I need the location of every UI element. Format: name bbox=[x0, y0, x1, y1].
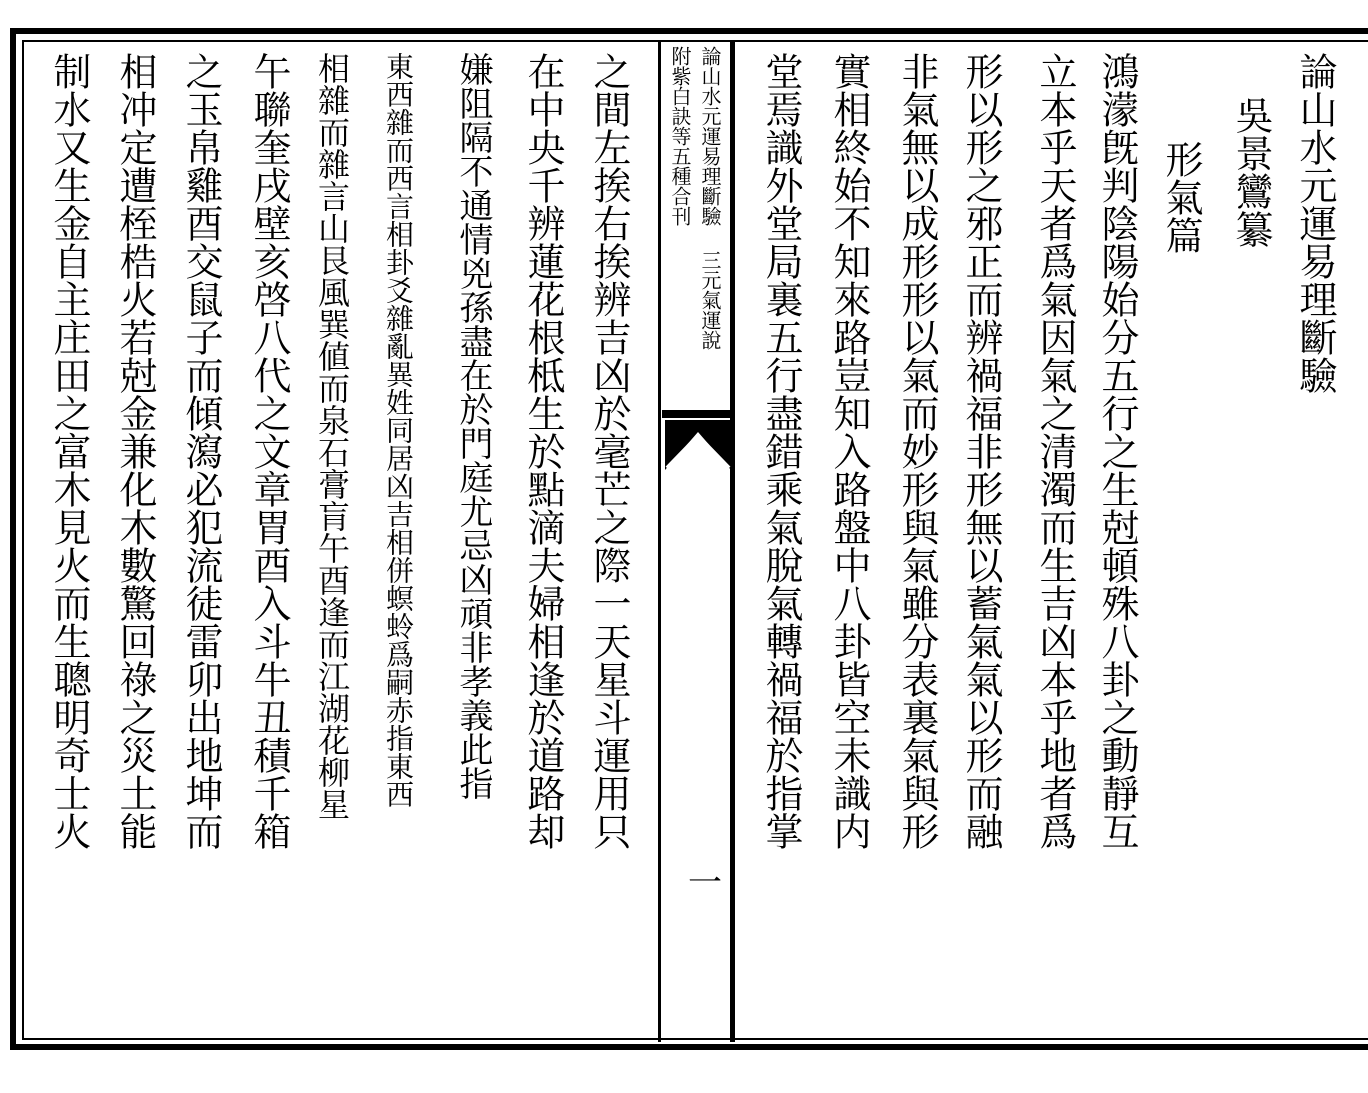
book-title bbox=[1292, 52, 1338, 394]
column-text: 在中央千辨蓮花根柢生於點滴夫婦相逢於道路却 bbox=[521, 52, 565, 850]
column-text: 之間左挨右挨辨吉凶於毫芒之際一天星斗運用只 bbox=[587, 52, 631, 850]
fish-tail-mark bbox=[662, 410, 730, 418]
column-text: 非氣無以成形形以氣而妙形與氣雖分表裏氣與形 bbox=[895, 52, 939, 850]
text-column bbox=[47, 52, 91, 850]
center-divider-left bbox=[658, 40, 661, 1042]
section-title bbox=[1159, 140, 1203, 254]
section-title-text: 形氣篇 bbox=[1159, 140, 1203, 254]
column-text: 相冲定遭桎梏火若尅金兼化木數驚回祿之災土能 bbox=[113, 52, 157, 850]
author-line bbox=[1229, 96, 1273, 248]
text-column bbox=[759, 52, 803, 850]
column-text: 實相終始不知來路豈知入路盤中八卦皆空未識内 bbox=[827, 52, 871, 850]
text-column bbox=[113, 52, 157, 850]
fish-tail-icon bbox=[665, 420, 731, 470]
text-column bbox=[247, 52, 291, 850]
column-text: 東西雜而西言相卦爻雜亂異姓同居凶吉相併螟蛉爲嗣赤指東西 bbox=[382, 52, 415, 808]
column-text: 相雜而雜言山艮風巽値而泉石膏肓午酉逢而江湖花柳星 bbox=[313, 52, 351, 820]
page-number bbox=[688, 863, 722, 903]
column-text: 堂焉識外堂局裏五行盡錯乘氣脫氣轉禍福於指掌 bbox=[759, 52, 803, 850]
center-title-text: 論山水元運易理斷驗 三元氣運說 bbox=[698, 46, 722, 350]
text-column bbox=[313, 52, 351, 820]
book-title-text: 論山水元運易理斷驗 bbox=[1293, 52, 1337, 394]
column-text: 形以形之邪正而辨禍福非形無以蓄氣氣以形而融 bbox=[959, 52, 1003, 850]
text-column bbox=[895, 52, 939, 850]
text-column bbox=[959, 52, 1003, 850]
text-column bbox=[382, 52, 415, 808]
center-divider-right bbox=[730, 40, 735, 1042]
column-text: 鴻濛旣判陰陽始分五行之生尅頓殊八卦之動靜互 bbox=[1095, 52, 1139, 850]
text-column bbox=[827, 52, 871, 850]
text-column bbox=[1033, 52, 1077, 850]
author-text: 吳景鸞纂 bbox=[1229, 96, 1273, 248]
column-text: 午聯奎戌壁亥啓八代之文章胃酉入斗牛丑積千箱 bbox=[247, 52, 291, 850]
center-title bbox=[700, 46, 720, 350]
center-subtitle-text: 附紫白訣等五種合刊 bbox=[668, 46, 692, 226]
center-subtitle bbox=[670, 46, 690, 226]
page-number-text: 一 bbox=[688, 863, 722, 903]
column-text: 之玉帛雞酉交鼠子而傾瀉必犯流徒雷卯出地坤而 bbox=[179, 52, 223, 850]
column-text: 制水又生金自主庄田之富木見火而生聰明奇士火 bbox=[47, 52, 91, 850]
text-column bbox=[521, 52, 565, 850]
column-text: 嫌阻隔不通情兇孫盡在於門庭尤忌凶頑非孝義此指 bbox=[453, 52, 493, 800]
text-column bbox=[1095, 52, 1139, 850]
text-column bbox=[179, 52, 223, 850]
text-column bbox=[453, 52, 493, 800]
column-text: 立本乎天者爲氣因氣之清濁而生吉凶本乎地者爲 bbox=[1033, 52, 1077, 850]
text-column bbox=[587, 52, 631, 850]
